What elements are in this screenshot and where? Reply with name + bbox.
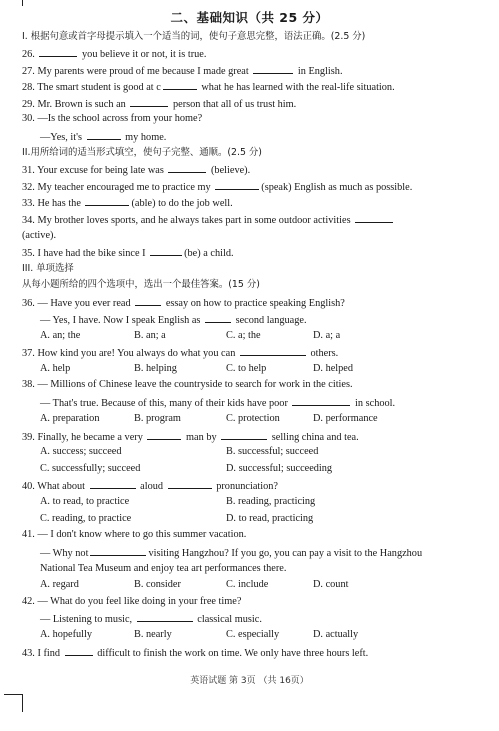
q26-text: you believe it or not, it is true. bbox=[82, 49, 207, 60]
question-27 bbox=[22, 64, 343, 78]
q32-text-a: 32. My teacher encouraged me to practice my bbox=[22, 182, 211, 193]
q40-option-c[interactable]: C. reading, to practice bbox=[40, 513, 132, 524]
q37-option-c[interactable]: C. to help bbox=[226, 363, 267, 374]
section1-heading: I. 根据句意或首字母提示填入一个适当的词，使句子意思完整，语法正确。(2.5 分) bbox=[22, 31, 366, 42]
question-37 bbox=[22, 346, 338, 360]
question-32 bbox=[22, 180, 412, 194]
section3-heading: III. 单项选择 bbox=[22, 263, 74, 274]
q31-text-b: (believe). bbox=[211, 165, 251, 176]
q42-option-a[interactable]: A. hopefully bbox=[40, 629, 93, 640]
q41-option-c[interactable]: C. include bbox=[226, 579, 269, 590]
q40-text-a: 40. What about bbox=[22, 481, 86, 492]
question-42-reply bbox=[40, 612, 262, 626]
q36-option-b[interactable]: B. an; a bbox=[134, 330, 166, 341]
q36-option-d[interactable]: D. a; a bbox=[313, 330, 341, 341]
q35-text-a: 35. I have had the bike since I bbox=[22, 248, 146, 259]
q31-text-a: 31. Your excuse for being late was bbox=[22, 165, 164, 176]
section2-heading: II.用所给词的适当形式填空，使句子完整、通顺。(2.5 分) bbox=[22, 147, 262, 158]
q38-option-c[interactable]: C. protection bbox=[226, 413, 280, 424]
q33-text-a: 33. He has the bbox=[22, 198, 81, 209]
q43-text-a: 43. I find bbox=[22, 648, 61, 659]
q36-option-a[interactable]: A. an; the bbox=[40, 330, 81, 341]
q41-blank[interactable] bbox=[90, 546, 146, 556]
q40-blank-1[interactable] bbox=[90, 479, 136, 489]
q38-option-d[interactable]: D. performance bbox=[313, 413, 378, 424]
page-footer: 英语试题 第 3页 （共 16页） bbox=[190, 676, 309, 686]
q42-reply-a: — Listening to music, bbox=[40, 614, 133, 625]
q40-option-b[interactable]: B. reading, practicing bbox=[226, 496, 316, 507]
q27-blank[interactable] bbox=[253, 64, 293, 74]
q30-blank[interactable] bbox=[87, 130, 121, 140]
q38-option-a[interactable]: A. preparation bbox=[40, 413, 100, 424]
q26-number: 26. bbox=[22, 49, 35, 60]
q28-blank[interactable] bbox=[163, 80, 197, 90]
q36-option-c[interactable]: C. a; the bbox=[226, 330, 261, 341]
section3-instruction: 从每小题所给的四个选项中，选出一个最佳答案。(15 分) bbox=[22, 279, 260, 290]
question-34-cont: (active). bbox=[22, 230, 57, 241]
question-40 bbox=[22, 479, 278, 493]
q43-text-b: difficult to finish the work on time. We only have three hours left. bbox=[97, 648, 369, 659]
q40-text-b: aloud bbox=[140, 481, 164, 492]
q29-text-b: person that all of us trust him. bbox=[172, 99, 297, 110]
q39-option-d[interactable]: D. successful; succeeding bbox=[226, 463, 333, 474]
question-41-reply bbox=[40, 546, 422, 560]
q31-blank[interactable] bbox=[168, 163, 206, 173]
q43-blank[interactable] bbox=[65, 646, 93, 656]
question-39 bbox=[22, 430, 359, 444]
q40-option-d[interactable]: D. to read, practicing bbox=[226, 513, 314, 524]
q29-text-a: 29. Mr. Brown is such an bbox=[22, 99, 126, 110]
q41-reply-a: — Why not bbox=[40, 548, 89, 559]
section-title: 二、基础知识（共 25 分） bbox=[170, 10, 329, 25]
q34-text-a: 34. My brother loves sports, and he always takes part in some outdoor activities bbox=[22, 215, 351, 226]
q39-option-a[interactable]: A. success; succeed bbox=[40, 446, 122, 457]
q27-text-a: 27. My parents were proud of me because I made great bbox=[22, 66, 249, 77]
q38-reply-a: — That's true. Because of this, many of their kids have poor bbox=[40, 398, 288, 409]
question-41: 41. — I don't know where to go this summer vacation. bbox=[22, 529, 247, 540]
question-36-reply bbox=[40, 313, 307, 327]
q40-option-a[interactable]: A. to read, to practice bbox=[40, 496, 130, 507]
q42-blank[interactable] bbox=[137, 612, 193, 622]
q36-text-b: essay on how to practice speaking English? bbox=[165, 298, 345, 309]
question-30-reply bbox=[40, 130, 166, 144]
question-38-reply bbox=[40, 396, 395, 410]
q40-text-c: pronunciation? bbox=[216, 481, 278, 492]
q35-blank[interactable] bbox=[150, 246, 182, 256]
q39-blank-1[interactable] bbox=[147, 430, 181, 440]
q38-blank[interactable] bbox=[292, 396, 350, 406]
q36-blank-1[interactable] bbox=[135, 296, 161, 306]
q42-option-b[interactable]: B. nearly bbox=[134, 629, 172, 640]
q38-reply-b: in school. bbox=[355, 398, 396, 409]
q32-text-b: (speak) English as much as possible. bbox=[261, 182, 413, 193]
q27-text-b: in English. bbox=[297, 66, 343, 77]
crop-mark-bottom-left-h bbox=[4, 694, 22, 695]
crop-mark-top-left bbox=[22, 0, 23, 6]
q36-text-a: 36. — Have you ever read bbox=[22, 298, 131, 309]
question-36 bbox=[22, 296, 345, 310]
q39-text-b: man by bbox=[186, 432, 217, 443]
question-41-cont: National Tea Museum and enjoy tea art performances there. bbox=[40, 563, 287, 574]
q39-blank-2[interactable] bbox=[221, 430, 267, 440]
question-28 bbox=[22, 80, 395, 94]
q37-option-d[interactable]: D. helped bbox=[313, 363, 354, 374]
q41-reply-b: visiting Hangzhou? If you go, you can pay a visit to the Hangzhou bbox=[148, 548, 423, 559]
q37-blank[interactable] bbox=[240, 346, 306, 356]
crop-mark-bottom-left-v bbox=[22, 694, 23, 712]
question-30: 30. —Is the school across from your home? bbox=[22, 113, 203, 124]
q28-text-b: what he has learned with the real-life situation. bbox=[201, 82, 395, 93]
q33-blank[interactable] bbox=[85, 196, 129, 206]
q36-reply-b: second language. bbox=[235, 315, 307, 326]
q39-text-a: 39. Finally, he became a very bbox=[22, 432, 143, 443]
q40-blank-2[interactable] bbox=[168, 479, 212, 489]
q30-reply-a: —Yes, it's bbox=[40, 132, 83, 143]
question-42: 42. — What do you feel like doing in your free time? bbox=[22, 596, 242, 607]
q37-text-a: 37. How kind you are! You always do what you can bbox=[22, 348, 236, 359]
question-26 bbox=[22, 47, 206, 61]
question-38: 38. — Millions of Chinese leave the countryside to search for work in the cities. bbox=[22, 379, 353, 390]
q36-reply-a: — Yes, I have. Now I speak English as bbox=[40, 315, 201, 326]
q29-blank[interactable] bbox=[130, 97, 168, 107]
q39-option-c[interactable]: C. successfully; succeed bbox=[40, 463, 141, 474]
q41-option-b[interactable]: B. consider bbox=[134, 579, 181, 590]
q42-option-d[interactable]: D. actually bbox=[313, 629, 359, 640]
q42-option-c[interactable]: C. especially bbox=[226, 629, 280, 640]
question-35 bbox=[22, 246, 234, 260]
question-33 bbox=[22, 196, 233, 210]
q41-option-a[interactable]: A. regard bbox=[40, 579, 79, 590]
q39-option-b[interactable]: B. successful; succeed bbox=[226, 446, 319, 457]
question-31 bbox=[22, 163, 250, 177]
question-34 bbox=[22, 213, 395, 227]
q35-text-b: (be) a child. bbox=[184, 248, 234, 259]
q30-reply-b: my home. bbox=[125, 132, 167, 143]
q37-text-b: others. bbox=[310, 348, 339, 359]
q37-option-b[interactable]: B. helping bbox=[134, 363, 177, 374]
q41-option-d[interactable]: D. count bbox=[313, 579, 349, 590]
q42-reply-b: classical music. bbox=[197, 614, 262, 625]
question-43 bbox=[22, 646, 368, 660]
q37-option-a[interactable]: A. help bbox=[40, 363, 71, 374]
q32-blank[interactable] bbox=[215, 180, 259, 190]
q33-text-b: (able) to do the job well. bbox=[131, 198, 233, 209]
q39-text-c: selling china and tea. bbox=[271, 432, 359, 443]
q36-blank-2[interactable] bbox=[205, 313, 231, 323]
q38-option-b[interactable]: B. program bbox=[134, 413, 181, 424]
q28-text-a: 28. The smart student is good at c bbox=[22, 82, 161, 93]
q34-blank[interactable] bbox=[355, 213, 393, 223]
q26-blank[interactable] bbox=[39, 47, 77, 57]
question-29 bbox=[22, 97, 296, 111]
